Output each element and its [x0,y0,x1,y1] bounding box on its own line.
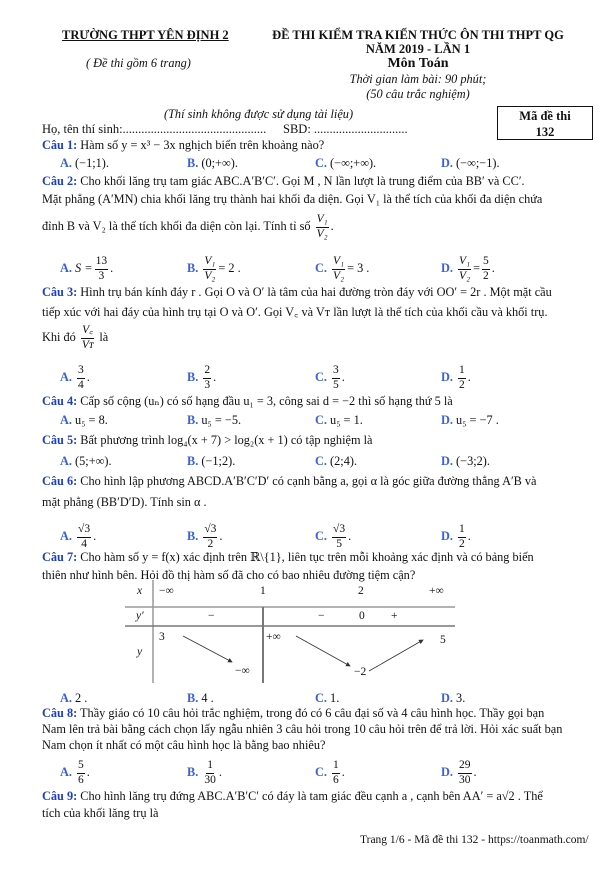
increase-arrow [369,640,423,671]
question-text: Cho khối lăng trụ tam giác ABC.A′B′C′. Gọi M , N lần lượt là trung điểm của BB′ và CC′. [80,174,525,188]
question-2-line2: Mặt phẳng (A′MN) chia khối lăng trụ thành hai khối đa diện. Gọi V₁ là thể tích của khối đa diện chứa [42,192,543,206]
y-value: +∞ [266,631,281,643]
question-1 [42,138,324,153]
option-d[interactable]: D. (−3;2). [441,454,490,468]
option-a[interactable]: A. $\frac{3}{4}$ . [60,364,90,391]
subject-title: Môn Toán [387,56,449,71]
question-7 [42,550,534,565]
option-c[interactable]: C. (−∞;+∞). [315,156,377,170]
question-2-line3: đỉnh B và V₂ là thể tích khối đa diện còn lại. Tính tỉ số $\frac{\text{V₁}}{\text{V₂}}$ . [42,213,334,240]
option-b[interactable]: B. (0;+∞). [187,156,238,170]
question-text: Bất phương trình log₄(x + 7) > log₂(x + 1) có tập nghiệm là [80,433,373,447]
decrease-arrow-2 [296,636,350,666]
option-a[interactable]: A. (−1;1). [60,156,109,170]
question-3 [42,285,552,300]
question-8 [42,706,544,721]
option-a[interactable]: A. 2 . [60,691,88,705]
option-c[interactable]: C. 1. [315,691,340,705]
option-d[interactable]: D. u₅ = −7 . [441,413,499,427]
option-a[interactable]: A. u₅ = 8. [60,413,108,427]
option-a[interactable]: A. $\frac{5}{6}$ . [60,759,90,786]
option-d[interactable]: D. $\frac{29}{30}$ . [441,759,477,786]
question-6 [42,474,537,489]
derivative-sign: 0 [359,610,365,622]
option-b[interactable]: B. 4 . [187,691,214,705]
row-label-y: y [137,646,143,658]
option-b[interactable]: B. u₅ = −5. [187,413,242,427]
exam-code-value: 132 [535,125,555,139]
question-1-options [60,156,580,174]
exam-title-line1: ĐỀ THI KIỂM TRA KIẾN THỨC ÔN THI THPT QG [272,28,564,42]
option-a[interactable]: A. $\frac{√3}{4}$ . [60,523,97,550]
question-label: Câu 2: [42,174,78,188]
candidate-name-field[interactable]: Họ, tên thí sinh:.............................................. [42,122,267,136]
option-b[interactable]: B. $\frac{\text{V₁}}{\text{V₂}}$ = 2 . [187,255,241,282]
y-value: −2 [354,666,367,678]
question-label: Câu 1: [42,138,78,152]
question-text: Thầy giáo có 10 câu hỏi trắc nghiệm, trong đó có 6 câu đại số và 4 câu hình học. Thầy gọi bạn [80,706,545,720]
question-label: Câu 6: [42,474,78,488]
question-9 [42,789,543,804]
question-label: Câu 4: [42,394,78,408]
question-8-options [60,759,580,786]
derivative-sign: + [391,610,398,622]
question-text: Cấp số cộng (uₙ) có số hạng đầu u₁ = 3, công sai d = −2 thì số hạng thứ 5 là [80,394,453,408]
question-5 [42,433,372,448]
option-d[interactable]: D. 3. [441,691,466,705]
page-footer: Trang 1/6 - Mã đề thi 132 - https://toanmath.com/ [360,834,589,846]
option-b[interactable]: B. (−1;2). [187,454,236,468]
pages-note: ( Đề thi gồm 6 trang) [86,56,191,70]
x-value: 1 [260,585,266,597]
question-text: Hàm số y = x³ − 3x nghịch biến trên khoảng nào? [80,138,325,152]
option-a[interactable]: A. S = $\frac{13}{3}$ . [60,255,114,282]
question-text: Cho hình lăng trụ đứng ABC.A′B′C′ có đáy là tam giác đều cạnh a , cạnh bên AA′ = a√2 . Thể [80,789,543,803]
y-value: 3 [159,631,165,643]
question-8-line3: Nam chọn ít nhất có một câu hình học là bằng bao nhiêu? [42,738,326,752]
option-c[interactable]: C. $\frac{\text{V₁}}{\text{V₂}}$ = 3 . [315,255,370,282]
question-6-options [60,523,580,550]
question-text: Cho hình lập phương ABCD.A′B′C′D′ có cạnh bằng a, gọi α là góc giữa đường thẳng A′B và [80,474,537,488]
exam-title-line2: NĂM 2019 - LẦN 1 [365,42,471,56]
x-value: −∞ [159,585,174,597]
question-label: Câu 7: [42,550,78,564]
question-3-line2: tiếp xúc với hai đáy của hình trụ tại O và O′. Gọi V꜀ và Vᴛ lần lượt là thể tích của khối cầu và khối trụ. [42,305,548,319]
question-8-line2: Nam lên trả bài bằng cách chọn lấy ngẫu nhiên 3 câu hỏi trong 10 câu hỏi trên để trả lời. Hỏi xác suất bạn [42,722,563,736]
question-9-line2: tích của khối lăng trụ là [42,806,159,820]
variation-table-grid [125,580,455,683]
option-d[interactable]: D. (−∞;−1). [441,156,500,170]
option-d[interactable]: D. $\frac{1}{2}$ . [441,523,471,550]
option-b[interactable]: B. $\frac{2}{3}$ . [187,364,217,391]
duration: Thời gian làm bài: 90 phút; [349,72,487,86]
question-2 [42,174,525,189]
ratio-fraction: $\frac{V꜀}{\text{Vᴛ}}$ [81,324,94,351]
x-value: 2 [358,585,364,597]
question-2-options [60,255,580,282]
option-c[interactable]: C. $\frac{3}{5}$ . [315,364,345,391]
option-d[interactable]: D. $\frac{1}{2}$ . [441,364,471,391]
option-a[interactable]: A. (5;+∞). [60,454,112,468]
row-label-x: x [137,585,143,597]
question-5-options [60,454,580,472]
option-d[interactable]: D. $\frac{\text{V₁}}{\text{V₂}}$ = $\frac{5}{2}$ . [441,255,495,282]
x-value: +∞ [429,585,444,597]
ratio-fraction: $\frac{\text{V₁}}{\text{V₂}}$ [316,213,328,240]
y-value: −∞ [235,665,250,677]
question-label: Câu 5: [42,433,78,447]
derivative-sign: − [318,610,325,622]
question-6-line2: mặt phẳng (BB′D′D). Tính sin α . [42,495,207,509]
y-value: 5 [440,634,446,646]
decrease-arrow-1 [183,636,232,662]
variation-table [125,580,455,683]
question-3-line3: Khi đó $\frac{V꜀}{\text{Vᴛ}}$ là [42,324,109,351]
school-name: TRƯỜNG THPT YÊN ĐỊNH 2 [62,28,229,42]
no-materials-note: (Thí sinh không được sử dụng tài liệu) [164,107,354,121]
question-label: Câu 8: [42,706,78,720]
option-b[interactable]: B. $\frac{√3}{2}$ . [187,523,223,550]
question-3-options [60,364,580,391]
question-text: Cho hàm số y = f(x) xác định trên ℝ\{1}, liên tục trên mỗi khoảng xác định và có bảng biến [80,550,534,564]
exam-code-label: Mã đề thi [519,109,571,123]
question-label: Câu 3: [42,285,78,299]
question-4-options [60,413,580,431]
question-label: Câu 9: [42,789,78,803]
question-text: Hình trụ bán kính đáy r . Gọi O và O′ là tâm của hai đường tròn đáy với OO′ = 2r . Một mặt cầu [80,285,552,299]
option-c[interactable]: C. $\frac{√3}{5}$ . [315,523,352,550]
question-count: (50 câu trắc nghiệm) [366,87,470,101]
row-label-y-prime: y′ [136,610,144,622]
option-c[interactable]: C. (2;4). [315,454,358,468]
option-c[interactable]: C. u₅ = 1. [315,413,363,427]
question-7-line2: thiên như hình bên. Hỏi đồ thị hàm số đã cho có bao nhiêu đường tiệm cận? [42,568,416,582]
sbd-field[interactable]: SBD: .............................. [283,122,408,136]
derivative-sign: − [208,610,215,622]
option-c[interactable]: C. $\frac{1}{6}$ . [315,759,345,786]
question-4 [42,394,453,409]
option-b[interactable]: B. $\frac{1}{30}$ . [187,759,222,786]
exam-code-box [497,106,593,140]
